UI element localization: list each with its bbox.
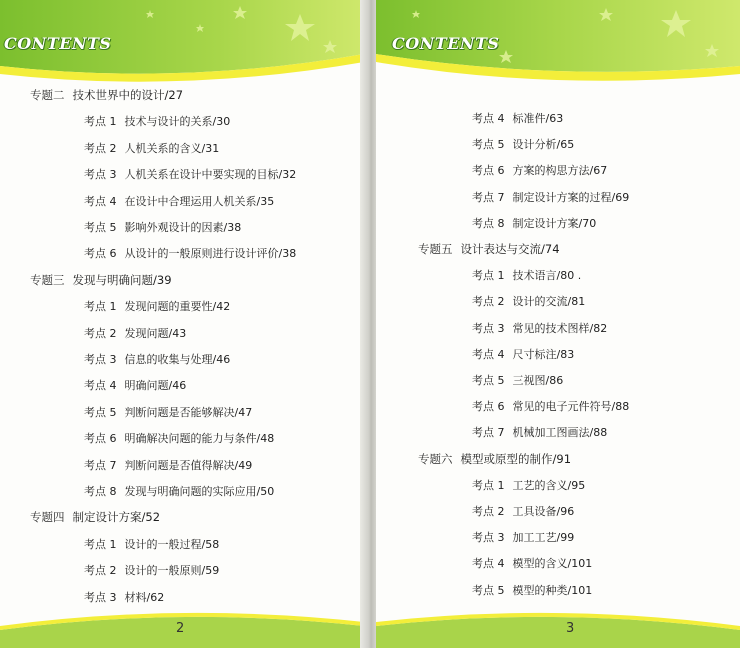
right-page — [376, 0, 740, 648]
toc-entry-title: 标准件/63 — [512, 112, 564, 125]
toc-entry-label: 考点 5 — [472, 374, 505, 387]
toc-entry-title: 工具设备/96 — [512, 505, 575, 518]
toc-entry-title: 三视图/86 — [512, 374, 564, 387]
toc-entry-label: 考点 8 — [472, 216, 505, 230]
left-page — [0, 0, 364, 648]
toc-point-entry — [472, 136, 574, 152]
toc-entry-title: 设计的一般过程/58 — [124, 537, 220, 551]
toc-entry-label: 考点 7 — [472, 426, 505, 440]
toc-entry-label: 考点 2 — [84, 326, 117, 340]
toc-point-entry — [472, 267, 581, 283]
toc-point-entry — [84, 193, 274, 209]
left-footer-band — [0, 600, 364, 648]
toc-point-entry — [472, 372, 563, 388]
toc-entry-title: 制定设计方案/70 — [512, 216, 597, 230]
toc-entry-label: 考点 4 — [84, 379, 117, 393]
toc-entry-label: 专题四 — [30, 510, 65, 525]
toc-point-entry — [472, 398, 629, 414]
toc-entry-label: 考点 2 — [472, 295, 505, 309]
toc-entry-title: 在设计中合理运用人机关系/35 — [124, 194, 275, 208]
toc-entry-label: 考点 3 — [84, 590, 117, 604]
toc-point-entry — [84, 245, 296, 261]
toc-point-entry — [84, 483, 274, 499]
toc-entry-label: 考点 1 — [84, 537, 117, 551]
page-number: 3 — [566, 621, 575, 636]
toc-point-entry — [472, 346, 574, 362]
toc-entry-label: 考点 6 — [84, 432, 117, 446]
toc-entry-label: 考点 4 — [472, 557, 505, 571]
toc-entry-title: 制定设计方案的过程/69 — [512, 190, 630, 204]
toc-point-entry — [472, 424, 607, 440]
toc-point-entry — [472, 215, 596, 231]
toc-entry-title: 加工工艺/99 — [512, 531, 575, 545]
toc-topic-entry — [418, 451, 571, 467]
toc-entry-label: 考点 3 — [472, 531, 505, 545]
toc-point-entry — [472, 110, 563, 126]
toc-entry-title: 技术与设计的关系/30 — [124, 115, 231, 129]
toc-point-entry — [84, 113, 230, 129]
toc-point-entry — [84, 377, 186, 393]
toc-entry-label: 专题六 — [418, 451, 453, 466]
toc-entry-label: 专题二 — [30, 88, 65, 102]
toc-point-entry — [472, 162, 607, 178]
toc-entry-title: 判断问题是否值得解决/49 — [124, 458, 253, 472]
toc-entry-title: 机械加工图画法/88 — [512, 426, 608, 440]
toc-entry-label: 考点 6 — [84, 247, 117, 261]
toc-point-entry — [472, 189, 629, 205]
toc-point-entry — [472, 503, 574, 519]
toc-entry-title: 方案的构思方法/67 — [512, 164, 608, 178]
toc-point-entry — [472, 293, 585, 309]
toc-entry-title: 影响外观设计的因素/38 — [124, 221, 242, 234]
toc-entry-title: 常见的电子元件符号/88 — [512, 400, 630, 414]
toc-entry-label: 考点 4 — [472, 112, 505, 125]
contents-title: CONTENTS — [4, 34, 112, 53]
toc-entry-label: 专题三 — [30, 272, 65, 287]
toc-entry-label: 考点 3 — [84, 168, 117, 182]
toc-point-entry — [84, 536, 219, 552]
toc-entry-title: 技术世界中的设计/27 — [72, 88, 184, 102]
right-footer-band — [376, 600, 740, 648]
toc-entry-title: 人机关系在设计中要实现的目标/32 — [124, 168, 297, 182]
toc-entry-title: 明确问题/46 — [124, 379, 187, 393]
contents-title: CONTENTS — [392, 34, 500, 53]
toc-point-entry — [472, 529, 574, 545]
page-number: 2 — [176, 621, 185, 636]
toc-entry-label: 考点 4 — [472, 347, 505, 361]
toc-entry-title: 模型的种类/101 — [512, 583, 593, 597]
toc-entry-title: 尺寸标注/83 — [512, 347, 575, 361]
toc-entry-label: 考点 6 — [472, 164, 505, 178]
toc-point-entry — [472, 477, 585, 493]
toc-point-entry — [84, 351, 230, 367]
toc-entry-label: 考点 5 — [84, 221, 117, 234]
toc-entry-title: 模型的含义/101 — [512, 557, 593, 571]
toc-entry-title: 常见的技术图样/82 — [512, 321, 608, 335]
toc-point-entry — [84, 219, 241, 235]
toc-entry-label: 考点 3 — [472, 321, 505, 335]
toc-point-entry — [84, 140, 219, 156]
toc-point-entry — [84, 298, 230, 314]
toc-entry-title: 明确解决问题的能力与条件/48 — [124, 432, 275, 446]
toc-entry-title: 判断问题是否能够解决/47 — [124, 405, 253, 419]
toc-entry-title: 技术语言/80 . — [512, 269, 582, 283]
toc-entry-label: 考点 1 — [472, 269, 505, 283]
toc-point-entry — [472, 555, 592, 571]
toc-entry-label: 考点 1 — [84, 115, 117, 129]
toc-entry-label: 考点 2 — [472, 505, 505, 518]
toc-point-entry — [84, 404, 252, 420]
toc-entry-label: 考点 8 — [84, 485, 117, 498]
right-header-band — [376, 0, 740, 92]
toc-entry-label: 考点 3 — [84, 353, 117, 366]
toc-topic-entry — [30, 272, 172, 288]
toc-entry-title: 设计分析/65 — [512, 138, 575, 152]
toc-entry-label: 考点 1 — [472, 478, 505, 492]
toc-topic-entry — [30, 509, 160, 525]
toc-entry-label: 考点 5 — [84, 405, 117, 419]
toc-entry-title: 信息的收集与处理/46 — [124, 353, 231, 366]
left-header-band — [0, 0, 364, 92]
toc-entry-title: 设计的交流/81 — [512, 295, 586, 309]
toc-point-entry — [84, 166, 296, 182]
toc-entry-label: 考点 7 — [84, 458, 117, 472]
toc-entry-label: 考点 7 — [472, 190, 505, 204]
toc-entry-title: 设计的一般原则/59 — [124, 564, 220, 578]
toc-topic-entry — [30, 87, 183, 103]
toc-entry-label: 考点 5 — [472, 138, 505, 152]
toc-entry-title: 设计表达与交流/74 — [460, 242, 560, 256]
toc-entry-label: 考点 4 — [84, 194, 117, 208]
toc-point-entry — [84, 562, 219, 578]
toc-entry-label: 考点 2 — [84, 141, 117, 155]
toc-entry-title: 人机关系的含义/31 — [124, 141, 220, 155]
toc-point-entry — [84, 325, 186, 341]
toc-entry-title: 材料/62 — [124, 590, 165, 604]
toc-entry-title: 制定设计方案/52 — [72, 510, 161, 525]
toc-entry-title: 从设计的一般原则进行设计评价/38 — [124, 247, 297, 261]
toc-entry-title: 发现与明确问题/39 — [72, 272, 172, 287]
right-footer-graphic — [376, 600, 740, 648]
toc-entry-title: 发现与明确问题的实际应用/50 — [124, 485, 275, 498]
toc-topic-entry — [418, 241, 560, 257]
toc-entry-title: 发现问题/43 — [124, 326, 187, 340]
toc-entry-title: 模型或原型的制作/91 — [460, 451, 572, 466]
toc-entry-label: 专题五 — [418, 242, 453, 256]
toc-entry-label: 考点 2 — [84, 564, 117, 578]
toc-entry-label: 考点 6 — [472, 400, 505, 414]
toc-entry-label: 考点 5 — [472, 583, 505, 597]
toc-point-entry — [84, 457, 252, 473]
toc-point-entry — [472, 320, 607, 336]
toc-entry-title: 发现问题的重要性/42 — [124, 300, 231, 314]
toc-entry-title: 工艺的含义/95 — [512, 478, 586, 492]
toc-point-entry — [84, 430, 274, 446]
toc-entry-label: 考点 1 — [84, 300, 117, 314]
toc-point-entry — [472, 582, 592, 598]
